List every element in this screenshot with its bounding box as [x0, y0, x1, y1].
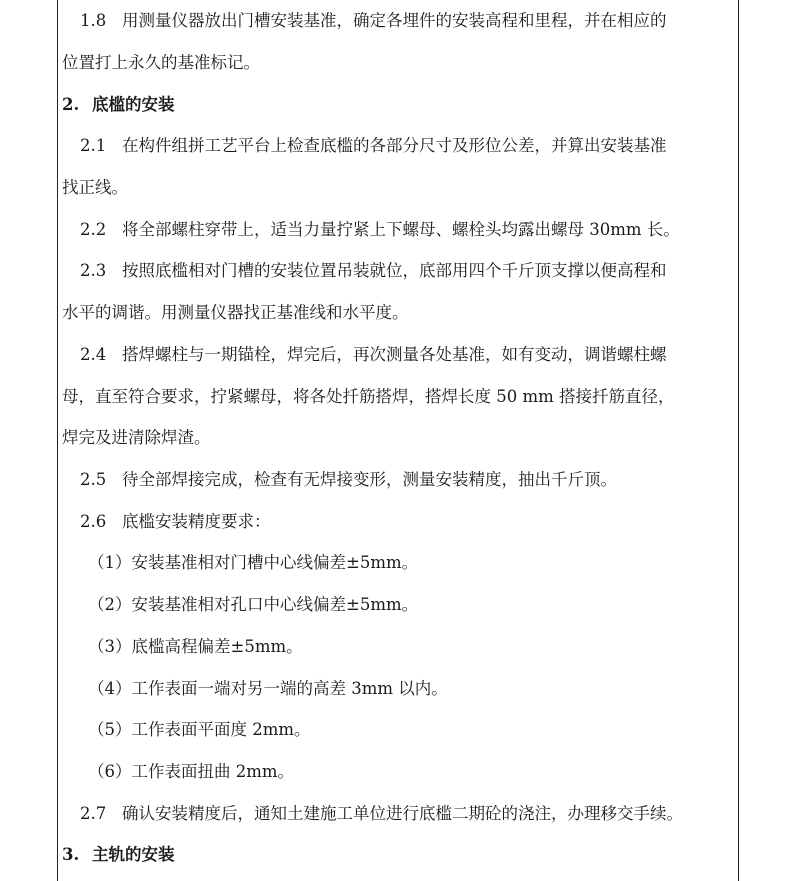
- paragraph-2-4-line-3: 焊完及进清除焊渣。: [62, 428, 211, 447]
- paragraph-2-4-line-2: 母，直至符合要求，拧紧螺母，将各处扦筋搭焊，搭焊长度 50 mm 搭接扦筋直径，: [62, 387, 675, 406]
- paragraph-text: 搭焊螺柱与一期锚栓，焊完后，再次测量各处基准，如有变动，调谐螺柱螺: [122, 345, 667, 364]
- paragraph-2-4-line-1: [80, 344, 737, 366]
- heading-text: 底槛的安装: [92, 95, 175, 114]
- paragraph-2-6-line-1: [80, 511, 737, 533]
- paragraph-text: 用测量仪器放出门槽安装基准，确定各埋件的安装高程和里程，并在相应的: [122, 11, 667, 30]
- list-item: （1）安装基准相对门槽中心线偏差±5mm。: [88, 553, 419, 572]
- paragraph-2-1-line-1: [80, 135, 737, 157]
- paragraph-2-3-line-1: [80, 260, 737, 282]
- paragraph-2-5-line-1: [80, 469, 737, 491]
- paragraph-text: 确认安装精度后，通知土建施工单位进行底槛二期砼的浇注，办理移交手续。: [122, 804, 683, 823]
- heading-number: 3.: [62, 845, 80, 864]
- paragraph-2-3-line-2: 水平的调谐。用测量仪器找正基准线和水平度。: [62, 303, 409, 322]
- paragraph-text: 在构件组拼工艺平台上检查底槛的各部分尺寸及形位公差，并算出安装基准: [122, 136, 667, 155]
- paragraph-text: 将全部螺柱穿带上，适当力量拧紧上下螺母、螺栓头均露出螺母 30mm 长。: [122, 220, 680, 239]
- paragraph-number: 2.2: [80, 220, 107, 239]
- paragraph-number: 2.7: [80, 804, 107, 823]
- heading-number: 2.: [62, 95, 80, 114]
- list-item: （5）工作表面平面度 2mm。: [88, 720, 311, 739]
- paragraph-number: 2.5: [80, 470, 107, 489]
- heading-text: 主轨的安装: [92, 845, 175, 864]
- paragraph-number: 2.4: [80, 345, 107, 364]
- list-item: （6）工作表面扭曲 2mm。: [88, 762, 295, 781]
- paragraph-2-1-line-2: 找正线。: [62, 178, 128, 197]
- paragraph-number: 1.8: [80, 11, 107, 30]
- paragraph-2-2-line-1: [80, 219, 737, 241]
- paragraph-1-8-line-2: 位置打上永久的基准标记。: [62, 53, 260, 72]
- paragraph-text: 待全部焊接完成，检查有无焊接变形，测量安装精度，抽出千斤顶。: [122, 470, 617, 489]
- paragraph-text: 按照底槛相对门槽的安装位置吊装就位，底部用四个千斤顶支撑以便高程和: [122, 261, 667, 280]
- paragraph-1-8-line-1: [80, 10, 737, 32]
- section-heading-3: [62, 844, 737, 866]
- list-item: （3）底槛高程偏差±5mm。: [88, 637, 303, 656]
- paragraph-number: 2.6: [80, 512, 107, 531]
- list-item: （2）安装基准相对孔口中心线偏差±5mm。: [88, 595, 419, 614]
- paragraph-number: 2.3: [80, 261, 107, 280]
- paragraph-text: 底槛安装精度要求：: [122, 512, 271, 531]
- paragraph-number: 2.1: [80, 136, 107, 155]
- section-heading-2: [62, 94, 737, 116]
- paragraph-2-7-line-1: [80, 803, 737, 825]
- list-item: （4）工作表面一端对另一端的高差 3mm 以内。: [88, 679, 448, 698]
